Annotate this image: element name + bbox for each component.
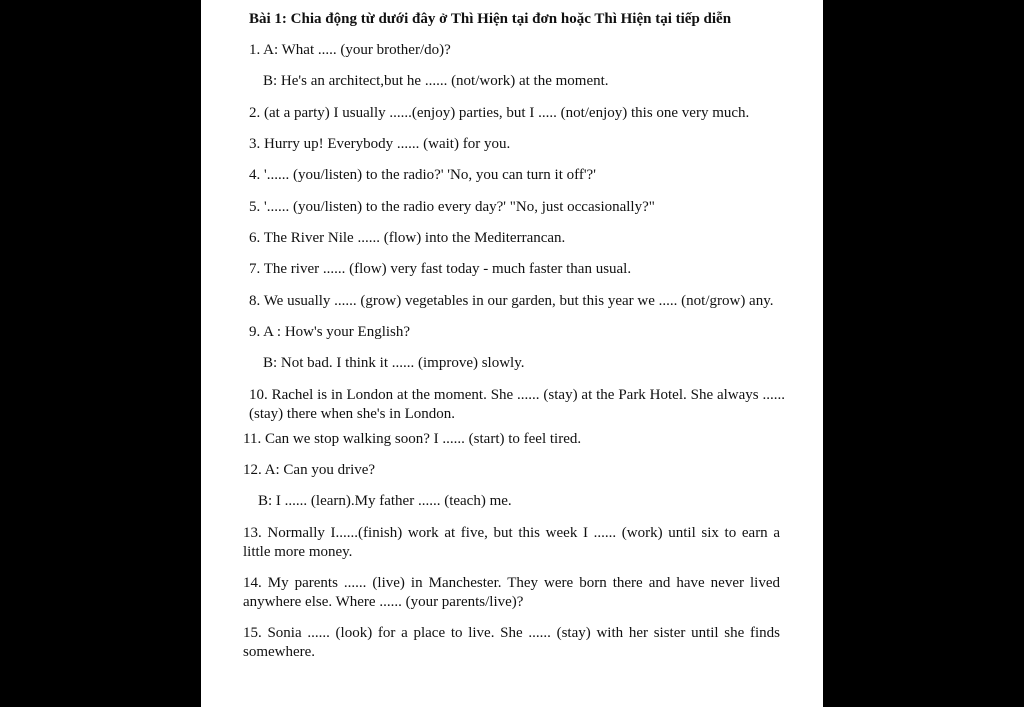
exercise-item-2: 2. (at a party) I usually ......(enjoy) parties, but I ..... (not/enjoy) this one very much.: [249, 105, 750, 121]
exercise-item-9a: 9. A : How's your English?: [249, 324, 411, 340]
document-page: [201, 0, 823, 707]
exercise-item-6: 6. The River Nile ...... (flow) into the Mediterrancan.: [249, 230, 566, 246]
exercise-item-14: 14. My parents ...... (live) in Manchester. They were born there and have never lived anywhere else. Where ...... (your parents/live)?: [243, 575, 780, 610]
exercise-item-12a: 12. A: Can you drive?: [243, 462, 376, 478]
exercise-item-11: 11. Can we stop walking soon? I ...... (start) to feel tired.: [243, 431, 582, 447]
exercise-item-3: 3. Hurry up! Everybody ...... (wait) for you.: [249, 136, 511, 152]
exercise-item-8: 8. We usually ...... (grow) vegetables in our garden, but this year we ..... (not/grow) any.: [249, 293, 774, 309]
exercise-item-1a: 1. A: What ..... (your brother/do)?: [249, 42, 451, 58]
exercise-item-13: 13. Normally I......(finish) work at five, but this week I ...... (work) until six to earn a little more money.: [243, 525, 780, 560]
exercise-item-4: 4. '...... (you/listen) to the radio?' 'No, you can turn it off'?': [249, 167, 596, 183]
exercise-title: Bài 1: Chia động từ dưới đây ở Thì Hiện tại đơn hoặc Thì Hiện tại tiếp diễn: [249, 11, 732, 27]
exercise-item-12b: B: I ...... (learn).My father ...... (teach) me.: [258, 493, 512, 509]
exercise-item-5: 5. '...... (you/listen) to the radio every day?' "No, just occasionally?": [249, 199, 655, 215]
exercise-item-15: 15. Sonia ...... (look) for a place to live. She ...... (stay) with her sister until she finds somewhere.: [243, 625, 780, 660]
exercise-item-1b: B: He's an architect,but he ...... (not/work) at the moment.: [263, 73, 609, 89]
exercise-item-7: 7. The river ...... (flow) very fast today - much faster than usual.: [249, 261, 632, 277]
exercise-item-9b: B: Not bad. I think it ...... (improve) slowly.: [263, 355, 525, 371]
exercise-item-10: 10. Rachel is in London at the moment. She ...... (stay) at the Park Hotel. She always ...... (stay) there when she's in London.: [249, 387, 785, 422]
